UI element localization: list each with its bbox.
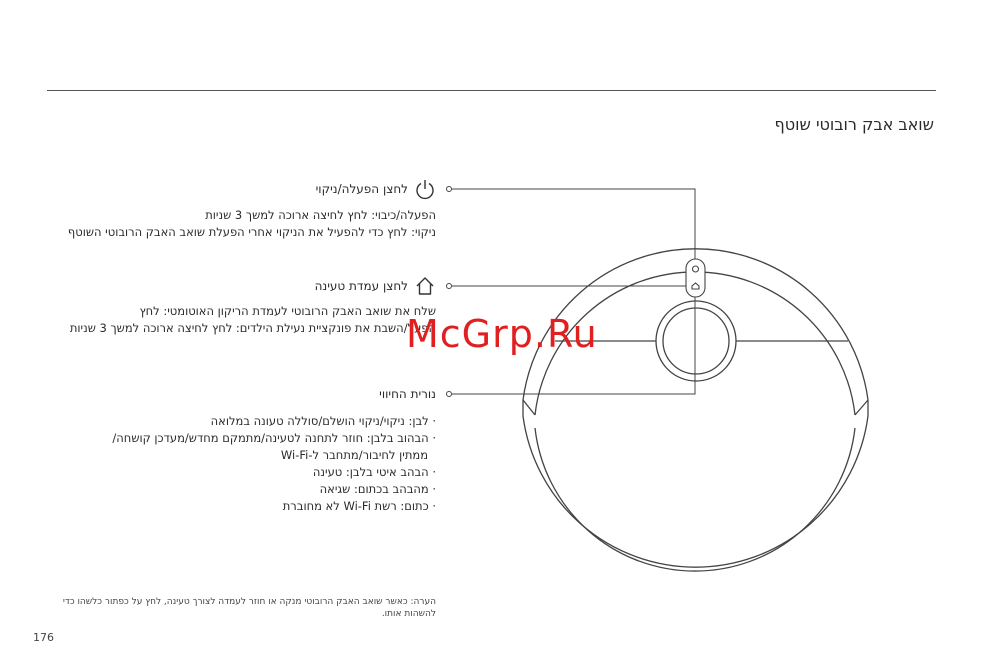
dock-button-line: שלח את שואב האבק הרובוטי לעמדת הריקון האוטומטי: לחץ <box>139 304 436 318</box>
indicator-line: · כתום: רשת Wi-Fi לא מחוברת <box>282 499 436 513</box>
page-title: שואב אבק רובוטי שוטף <box>774 115 934 134</box>
power-button-label: לחצן הפעלה/ניקוי <box>315 182 408 196</box>
button-pod <box>686 259 705 297</box>
page-number: 176 <box>33 631 54 644</box>
watermark: McGrp.Ru <box>406 312 598 356</box>
indicator-line: · לבן: ניקוי/ניקוי הושלם/סוללה טעונה במלואה <box>210 414 436 428</box>
dock-button-label: לחצן עמדת טעינה <box>314 279 408 293</box>
indicator-label: נורית החיווי <box>379 387 436 401</box>
dock-button-line: הפעל/השבת את פונקציית נעילת הילדים: לחץ לחיצה ארוכה למשך 3 שניות <box>69 321 436 335</box>
callout-lines <box>447 187 696 397</box>
indicator-line: · הבהוב בלבן: חוזר לתחנה לטעינה/מתמקם מחדש/מעדכן קושחה/ <box>112 431 436 445</box>
indicator-line: · הבהב איטי בלבן: טעינה <box>312 465 436 479</box>
power-button-line: ניקוי: לחץ כדי להפעיל את הניקוי אחרי הפעלת שואב האבק הרובוטי השוטף <box>67 225 436 239</box>
indicator-line: ממתין לחיבור/מתחבר ל-Wi-Fi <box>280 448 428 462</box>
power-button-line: הפעלה/כיבוי: לחץ לחיצה ארוכה למשך 3 שניות <box>205 208 436 222</box>
footnote: הערה: כאשר שואב האבק הרובוטי מנקה או חוזר לעמדה לצורך טעינה, לחץ על כפתור כלשהו כדי להשהות אותו. <box>62 597 436 619</box>
indicator-line: · מהבהב בכתום: שגיאה <box>319 482 436 496</box>
